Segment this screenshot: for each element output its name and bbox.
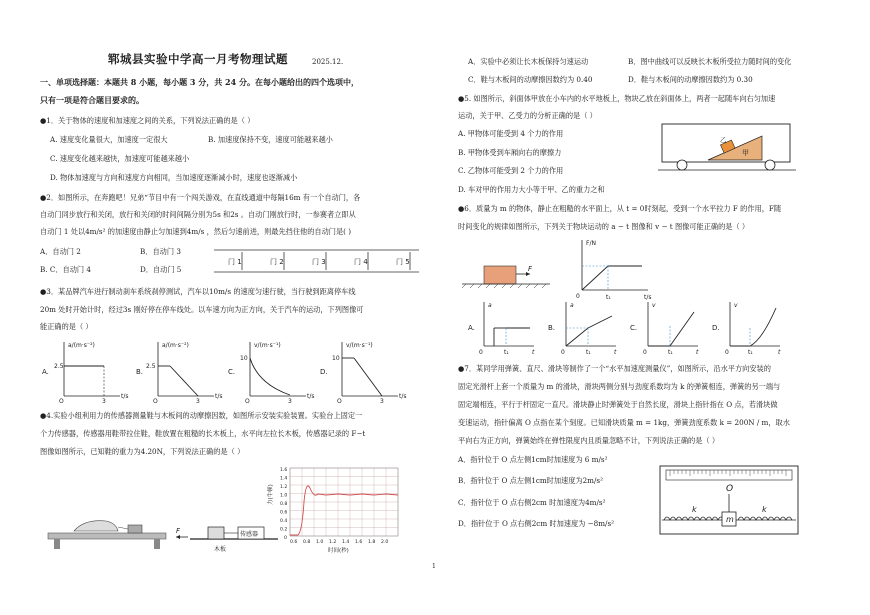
cart-incline-diagram — [658, 122, 798, 172]
q3-line-3: 能正确的是（ ） — [40, 322, 93, 331]
q2-option-b: B．自动门 3 — [140, 247, 181, 256]
door-3-label: 门 3 — [312, 258, 326, 266]
svg-text:1.0: 1.0 — [316, 540, 324, 545]
q4-line-2: 个力传感器，传感器用鞋带拉住鞋，鞋放置在粗糙的长木板上，水平向左拉长木板，传感器记录的 F−t — [40, 429, 366, 438]
label-k-left: k — [692, 505, 697, 514]
svg-text:1.4: 1.4 — [280, 476, 288, 482]
label-k-right: k — [762, 505, 767, 514]
q4-option-c: C．鞋与木板间的动摩擦因数约为 0.40 — [468, 75, 593, 84]
q6-option-d-graph — [712, 302, 781, 356]
svg-text:O: O — [153, 398, 158, 405]
svg-text:1.6: 1.6 — [280, 468, 288, 473]
force-label: F — [176, 527, 181, 535]
q7-option-a: A．指针位于 O 点左侧1cm时加速度为 6 m/s² — [458, 455, 608, 464]
exam-title: 郓城县实验中学高一月考物理试题 — [108, 52, 288, 66]
svg-text:0.4: 0.4 — [280, 519, 288, 524]
door-diagram — [214, 244, 424, 278]
svg-text:C.: C. — [228, 368, 236, 376]
svg-text:t₁: t₁ — [586, 349, 591, 356]
q3-graph-d — [320, 342, 407, 405]
svg-text:0: 0 — [479, 349, 483, 356]
svg-text:F: F — [528, 265, 533, 273]
q2-option-c: B. C．自动门 4 — [40, 265, 91, 274]
svg-text:t: t — [614, 349, 617, 356]
q7-option-c: C．指针位于 O 点右侧2cm 时加速度为4m/s² — [458, 498, 606, 507]
q3-line-2: 20m 处时开始计时，经过3s 刚好停在停车线处。以车速方向为正方向，关于汽车的运动，下列图像可 — [40, 305, 364, 314]
svg-text:t/s: t/s — [644, 294, 652, 301]
svg-text:v/(m·s⁻¹): v/(m·s⁻¹) — [254, 342, 281, 349]
label-O: O — [726, 484, 734, 494]
q1-option-a: A. 速度变化量很大，加速度一定很大 — [50, 135, 168, 144]
q6-option-c-graph — [630, 302, 699, 356]
svg-text:1.0: 1.0 — [280, 493, 288, 499]
svg-text:3: 3 — [288, 398, 292, 405]
q2-line-2: 自动门同步放行和关闭，放行和关闭的时间间隔分别为5s 和2s 。自动门刚放行时，一参赛者立即从 — [40, 210, 356, 219]
svg-text:C.: C. — [630, 324, 638, 332]
label-m: m — [726, 515, 734, 524]
door-4-label: 门 4 — [354, 258, 368, 266]
svg-text:3: 3 — [196, 398, 200, 405]
svg-text:O: O — [337, 398, 342, 405]
svg-text:a: a — [570, 302, 574, 309]
label-jia: 甲 — [742, 149, 749, 157]
q3-graph-b — [136, 342, 223, 405]
svg-text:v: v — [652, 302, 656, 309]
q4-option-d: D．鞋与木板间的动摩擦因数约为 0.30 — [628, 75, 753, 84]
svg-text:0: 0 — [284, 536, 287, 541]
graph-x-label: 时间(秒) — [328, 548, 349, 554]
svg-text:B.: B. — [136, 368, 144, 376]
svg-text:t/s: t/s — [215, 393, 223, 400]
svg-text:t₁: t₁ — [606, 294, 611, 301]
exam-date: 2025.12. — [312, 58, 344, 66]
q7-line-5: 平向右为正方向，弹簧始终在弹性限度内且质量忽略不计，下列说法正确的是（ ） — [458, 436, 720, 445]
q5-line-2: 运动，关于甲、乙受力的分析正确的是（ ） — [458, 111, 597, 120]
svg-text:2.0: 2.0 — [381, 540, 389, 545]
svg-text:A.: A. — [42, 368, 49, 376]
q3-graph-c — [228, 342, 315, 405]
q6-line-1: ●6．质量为 m 的物体，静止在粗糙的水平面上，从 t = 0时刻起，受到一个水平拉力 F 的作用，F随 — [458, 204, 782, 213]
board-label: 木板 — [214, 546, 227, 553]
q3-graph-a — [42, 342, 129, 405]
svg-text:0: 0 — [725, 349, 729, 356]
q6-option-b-graph — [548, 302, 617, 356]
svg-text:t: t — [696, 349, 699, 356]
q4-line-3: 图像如图所示，已知鞋的重力为4.20N，下列说法正确的是（ ） — [40, 447, 245, 456]
q1-stem: ●1．关于物体的速度和加速度之间的关系，下列说法正确的是（ ） — [40, 116, 255, 125]
q7-option-d: D．指针位于 O 点右侧2cm 时加速度为 −8m/s² — [458, 519, 615, 528]
q2-line-1: ●2．如图所示，在奔跑吧！兄弟“节目中有一个闯关游戏，在直线通道中每隔16m 有一个自动门，各 — [40, 193, 361, 202]
q5-option-a: A. 甲物体可能受到 4 个力的作用 — [458, 129, 564, 138]
graph-y-label: 力(牛顿) — [268, 484, 274, 505]
svg-text:t₁: t₁ — [668, 349, 673, 356]
svg-text:3: 3 — [102, 398, 106, 405]
svg-text:B.: B. — [548, 324, 556, 332]
svg-text:10: 10 — [332, 355, 340, 362]
q7-option-b: B．指针位于 O 点左侧1cm时加速度为2m/s² — [458, 476, 603, 485]
svg-text:0.2: 0.2 — [280, 527, 288, 533]
q6-line-2: 时间变化的规律如图所示，下列关于物块运动的 a − t 图像和 v − t 图像可能正确的是（ ） — [458, 222, 750, 231]
q3-graphs — [40, 338, 420, 404]
q7-line-1: ●7．某同学用弹簧、直尺、滑块等制作了一个“水平加速度测量仪”，如图所示，沿水平方向安装的 — [458, 364, 771, 373]
svg-text:v/(m·s⁻¹): v/(m·s⁻¹) — [346, 342, 373, 349]
label-yi: 乙 — [720, 136, 727, 144]
q2-option-d: D．自动门 5 — [140, 265, 182, 274]
q7-line-2: 固定光滑杆上套一个质量为 m 的滑块，滑块两侧分别与劲度系数均为 k 的弹簧相连，弹簧的另一端与 — [458, 382, 781, 391]
svg-text:t₁: t₁ — [504, 349, 509, 356]
q2-option-a: A．自动门 2 — [40, 247, 81, 256]
q6-block-diagram — [462, 265, 550, 288]
shoe-apparatus-photo — [44, 505, 174, 553]
svg-text:2.5: 2.5 — [146, 363, 156, 370]
svg-text:a/(m·s⁻²): a/(m·s⁻²) — [162, 342, 189, 349]
q7-line-4: 变速运动，指针偏离 O 点指在某个刻度。已知滑块质量 m = 1kg，弹簧劲度系数 k = 200N / m，取水 — [458, 418, 790, 427]
q7-line-3: 固定端相连，平行于杆固定一直尺。滑块静止时弹簧处于自然长度，滑块上指针指在 O 点，若滑块做 — [458, 400, 778, 409]
svg-text:2.5: 2.5 — [54, 363, 64, 370]
section-heading-2: 只有一项是符合题目要求的。 — [40, 95, 144, 105]
svg-text:0.8: 0.8 — [303, 540, 311, 545]
svg-text:t₁: t₁ — [748, 349, 753, 356]
q3-line-1: ●3．某品牌汽车进行制动刹车系统刹停测试，汽车以10m/s 的速度匀速行驶，当行驶到距离停车线 — [40, 287, 356, 296]
svg-text:1.2: 1.2 — [329, 540, 337, 545]
svg-text:t: t — [778, 349, 781, 356]
svg-text:t/s: t/s — [121, 393, 129, 400]
svg-text:0: 0 — [643, 349, 647, 356]
svg-text:0: 0 — [561, 349, 565, 356]
q2-line-3: 自动门 1 处以4m/s² 的加速度由静止匀加速到4m/s ，然后匀速前进，则最先挡住他的自动门是( ) — [40, 227, 352, 236]
svg-text:A.: A. — [468, 324, 475, 332]
svg-text:D.: D. — [712, 324, 720, 332]
svg-text:t/s: t/s — [399, 393, 407, 400]
q4-option-b: B．图中曲线可以反映长木板所受拉力随时间的变化 — [628, 57, 792, 66]
svg-text:O: O — [245, 398, 250, 405]
svg-text:t: t — [532, 349, 535, 356]
svg-text:1.4: 1.4 — [342, 540, 350, 545]
q1-option-d: D. 物体加速度与方向和速度方向相同，当加速度逐渐减小时，速度也逐渐减小 — [50, 173, 298, 182]
q6-diagrams — [458, 236, 838, 360]
svg-text:1.6: 1.6 — [355, 540, 363, 545]
q5-line-1: ●5. 如图所示，斜面体甲放在小车内的水平地板上，物块乙放在斜面体上，两者一起随车向右匀加速 — [458, 94, 776, 103]
accelerometer-diagram — [658, 464, 800, 536]
q1-option-b: B. 加速度保持不变，速度可能越来越小 — [208, 135, 333, 144]
sensor-label: 传感器 — [240, 531, 259, 538]
svg-text:1.8: 1.8 — [368, 540, 376, 545]
svg-text:10: 10 — [240, 355, 248, 362]
svg-text:t/s: t/s — [307, 393, 315, 400]
svg-text:F/N: F/N — [586, 240, 596, 247]
svg-text:D.: D. — [320, 368, 328, 376]
q6-force-graph — [576, 240, 652, 301]
q1-option-c: C. 速度变化越来越快，加速度可能越来越小 — [50, 154, 190, 163]
q4-option-a: A．实验中必须让长木板保持匀速运动 — [468, 57, 589, 66]
svg-text:3: 3 — [380, 398, 384, 405]
door-5-label: 门 5 — [396, 258, 410, 266]
door-2-label: 门 2 — [270, 258, 284, 266]
force-time-graph — [266, 462, 416, 554]
svg-text:1.2: 1.2 — [280, 485, 288, 490]
q4-line-1: ●4.实验小组利用力的传感器测量鞋与木板间的动摩擦因数，如图所示安装实验装置。实验台上固定一 — [40, 411, 363, 420]
svg-text:O: O — [59, 398, 64, 405]
q6-option-a-graph — [468, 302, 535, 356]
svg-text:0.6: 0.6 — [280, 510, 288, 516]
svg-text:a/(m·s⁻²): a/(m·s⁻²) — [68, 342, 95, 349]
section-heading: 一、单项选择题：本题共 8 小题，每小题 3 分，共 24 分。在每小题给出的四个选项中， — [40, 77, 359, 87]
svg-text:v: v — [734, 302, 738, 309]
svg-text:a: a — [488, 302, 492, 309]
page-number: 1 — [432, 563, 436, 570]
svg-text:0.8: 0.8 — [280, 502, 288, 507]
svg-text:0: 0 — [576, 293, 580, 300]
q5-option-c: C. 乙物体可能受到 2 个力的作用 — [458, 166, 564, 175]
door-1-label: 门 1 — [228, 258, 242, 266]
q5-option-d: D. 车对甲的作用力大小等于甲、乙的重力之和 — [458, 185, 605, 194]
svg-text:0.6: 0.6 — [290, 540, 298, 545]
q5-option-b: B. 甲物体受到车厢向右的摩擦力 — [458, 148, 562, 157]
